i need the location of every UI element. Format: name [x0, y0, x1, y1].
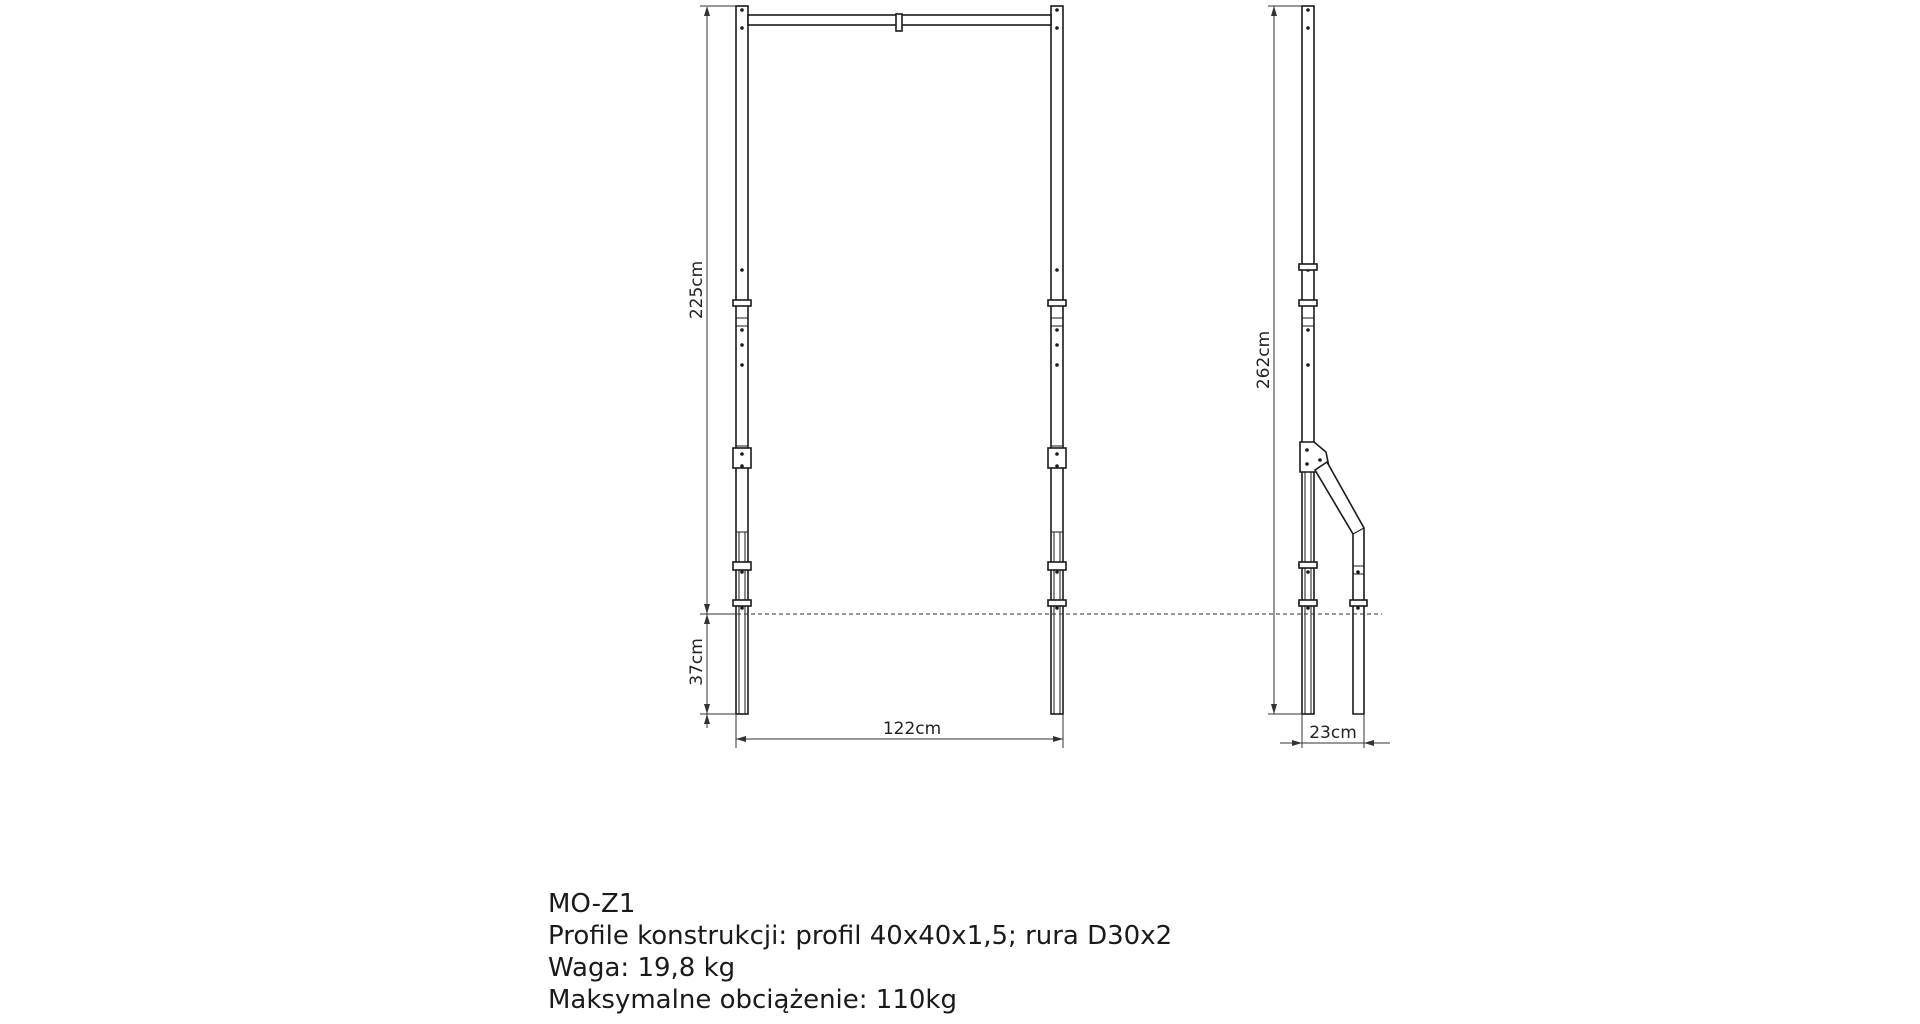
- max-load: Maksymalne obciążenie: 110kg: [548, 985, 957, 1015]
- dimension-front-vertical: [700, 6, 736, 728]
- model-name: MO-Z1: [548, 889, 636, 919]
- dim-label-262cm: 262cm: [1254, 330, 1274, 390]
- side-view: [1299, 6, 1367, 714]
- product-specs: [548, 888, 1172, 1016]
- side-diagonal-brace: [1315, 462, 1364, 714]
- top-bar-hook: [896, 14, 902, 31]
- dim-label-225cm: 225cm: [687, 260, 707, 320]
- dim-label-37cm: 37cm: [687, 638, 707, 686]
- dim-label-122cm: 122cm: [882, 719, 942, 739]
- weight: Waga: 19,8 kg: [548, 953, 736, 983]
- dim-label-23cm: 23cm: [1309, 723, 1357, 743]
- front-view: [733, 6, 1066, 714]
- construction-profiles: Profile konstrukcji: profil 40x40x1,5; rura D30x2: [548, 921, 1173, 951]
